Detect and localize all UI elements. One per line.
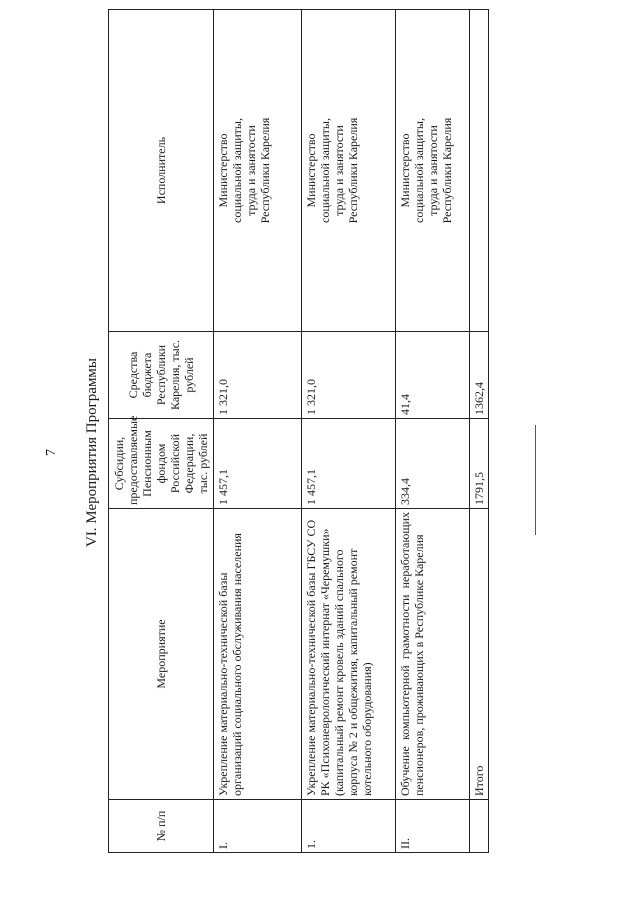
row-subsidy: 1 457,1 (302, 419, 396, 509)
header-measure: Мероприятие (109, 509, 214, 800)
row-executor: Министерство социальной защиты, труда и занятости Республики Карелия (302, 10, 396, 332)
row-executor (470, 10, 489, 332)
footer-divider-line (535, 425, 536, 535)
table-header-row (109, 10, 214, 853)
header-budget: Средства бюджета Республики Карелия, тыс. рублей (109, 332, 214, 419)
table-row (302, 10, 396, 853)
header-executor: Исполнитель (109, 10, 214, 332)
table-total-row (470, 10, 489, 853)
total-label: Итого (470, 509, 489, 800)
row-budget: 1 321,0 (214, 332, 302, 419)
row-executor: Министерство социальной защиты, труда и занятости Республики Карелия (396, 10, 470, 332)
header-subsidy: Субсидии, предоставляемые Пенсионным фондом Российской Федерации, тыс. рублей (109, 419, 214, 509)
row-measure: Обучение компьютерной грамотности неработающих пенсионеров, проживающих в Республике Карелия (396, 509, 470, 800)
total-subsidy: 1791,5 (470, 419, 489, 509)
row-measure: Укрепление материально-технической базы организаций социального обслуживания населения (214, 509, 302, 800)
row-num: 1. (302, 800, 396, 853)
row-budget: 1 321,0 (302, 332, 396, 419)
program-measures-table (108, 9, 489, 853)
section-title: VI. Мероприятия Программы (84, 357, 100, 548)
row-num: I. (214, 800, 302, 853)
row-num (470, 800, 489, 853)
row-measure: Укрепление материально-технической базы ГБСУ СО РК «Психоневрологический интернат «Черемушки» (капитальный ремонт кровель зданий спального корпуса № 2 и общежития, капитальный ремонт котельного оборудования) (302, 509, 396, 800)
header-num: № п/п (109, 800, 214, 853)
row-executor: Министерство социальной защиты, труда и занятости Республики Карелия (214, 10, 302, 332)
row-budget: 41,4 (396, 332, 470, 419)
page-number: 7 (44, 449, 59, 456)
table-row (396, 10, 470, 853)
row-subsidy: 334,4 (396, 419, 470, 509)
row-subsidy: 1 457,1 (214, 419, 302, 509)
table-row (214, 10, 302, 853)
row-num: II. (396, 800, 470, 853)
total-budget: 1362,4 (470, 332, 489, 419)
